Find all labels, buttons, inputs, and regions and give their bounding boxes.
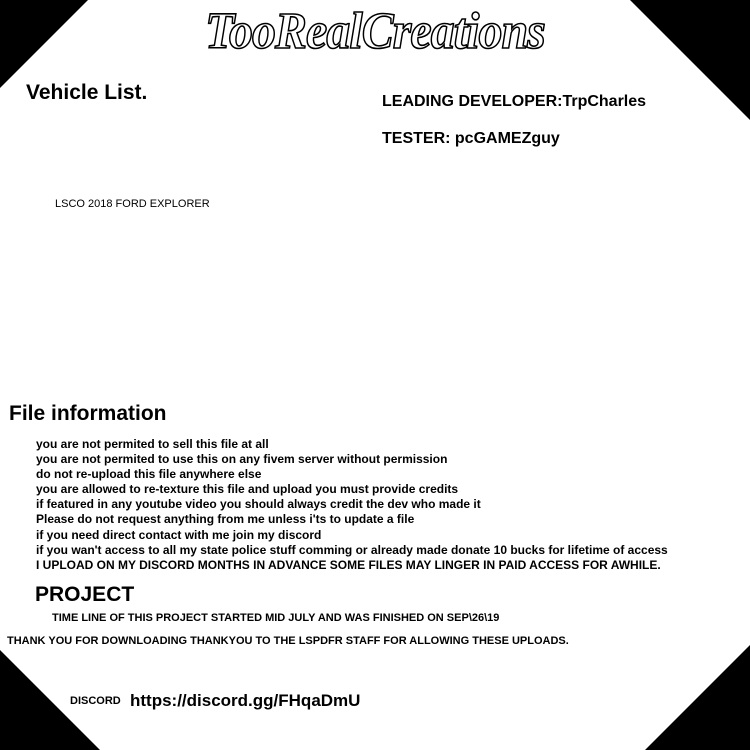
- rule-item: if you need direct contact with me join my discord: [36, 527, 322, 542]
- rule-item: if you wan't access to all my state police stuff comming or already made donate 10 bucks for lifetime of access: [36, 542, 668, 557]
- vehicle-list-title: Vehicle List.: [26, 81, 148, 104]
- file-information-title: File information: [9, 402, 167, 425]
- discord-link[interactable]: https://discord.gg/FHqaDmU: [130, 691, 361, 710]
- file-rules-list: [36, 437, 668, 573]
- rule-item: Please do not request anything from me unless i'ts to update a file: [36, 512, 415, 527]
- rule-item: do not re-upload this file anywhere else: [36, 467, 262, 482]
- thanks-message: THANK YOU FOR DOWNLOADING THANKYOU TO THE LSPDFR STAFF FOR ALLOWING THESE UPLOADS.: [7, 635, 569, 647]
- discord-label: DISCORD: [70, 695, 121, 707]
- rule-item: you are not permited to use this on any fivem server without permission: [36, 452, 448, 467]
- project-title: PROJECT: [35, 583, 135, 606]
- project-timeline: TIME LINE OF THIS PROJECT STARTED MID JULY AND WAS FINISHED ON SEP\26\19: [52, 612, 500, 624]
- rule-item: you are allowed to re-texture this file and upload you must provide credits: [36, 482, 459, 497]
- rule-item: if featured in any youtube video you should always credit the dev who made it: [36, 497, 481, 512]
- vehicle-list-item: LSCO 2018 FORD EXPLORER: [55, 198, 210, 210]
- corner-decoration-bottom-right: [645, 645, 750, 750]
- tester-credit: TESTER: pcGAMEZguy: [382, 130, 560, 147]
- rule-item: you are not permited to sell this file at all: [36, 437, 269, 451]
- brand-logo: TooRealCreations: [205, 3, 545, 60]
- rule-item: I UPLOAD ON MY DISCORD MONTHS IN ADVANCE SOME FILES MAY LINGER IN PAID ACCESS FOR AWHILE.: [36, 557, 661, 572]
- lead-developer-credit: LEADING DEVELOPER:TrpCharles: [382, 93, 647, 110]
